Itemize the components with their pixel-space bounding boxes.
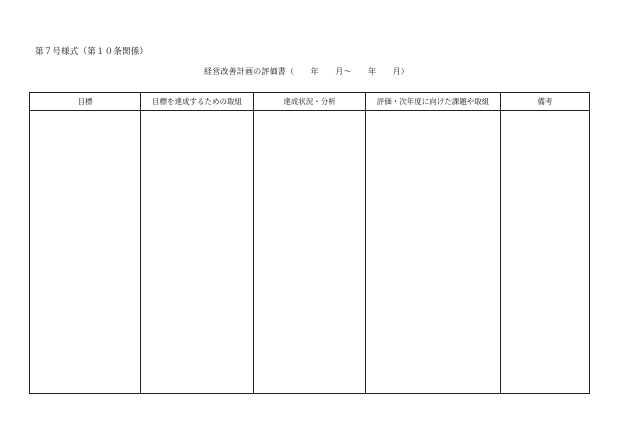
cell-remarks[interactable] <box>501 111 590 394</box>
cell-evaluation[interactable] <box>366 111 501 394</box>
header-row <box>30 93 590 111</box>
form-number: 第７号様式（第１０条関係） <box>35 47 149 57</box>
document-title: 経営改善計画の評価書（ 年 月～ 年 月） <box>204 67 409 76</box>
cell-goal[interactable] <box>30 111 141 394</box>
evaluation-table <box>29 92 590 394</box>
cell-actions[interactable] <box>141 111 254 394</box>
header-achievement: 達成状況・分析 <box>254 93 366 111</box>
header-evaluation: 評価・次年度に向けた課題や取組 <box>366 93 501 111</box>
entry-row <box>30 111 590 394</box>
cell-achievement[interactable] <box>254 111 366 394</box>
header-goal: 目標 <box>30 93 141 111</box>
header-remarks: 備考 <box>501 93 590 111</box>
header-actions: 目標を達成するための取組 <box>141 93 254 111</box>
